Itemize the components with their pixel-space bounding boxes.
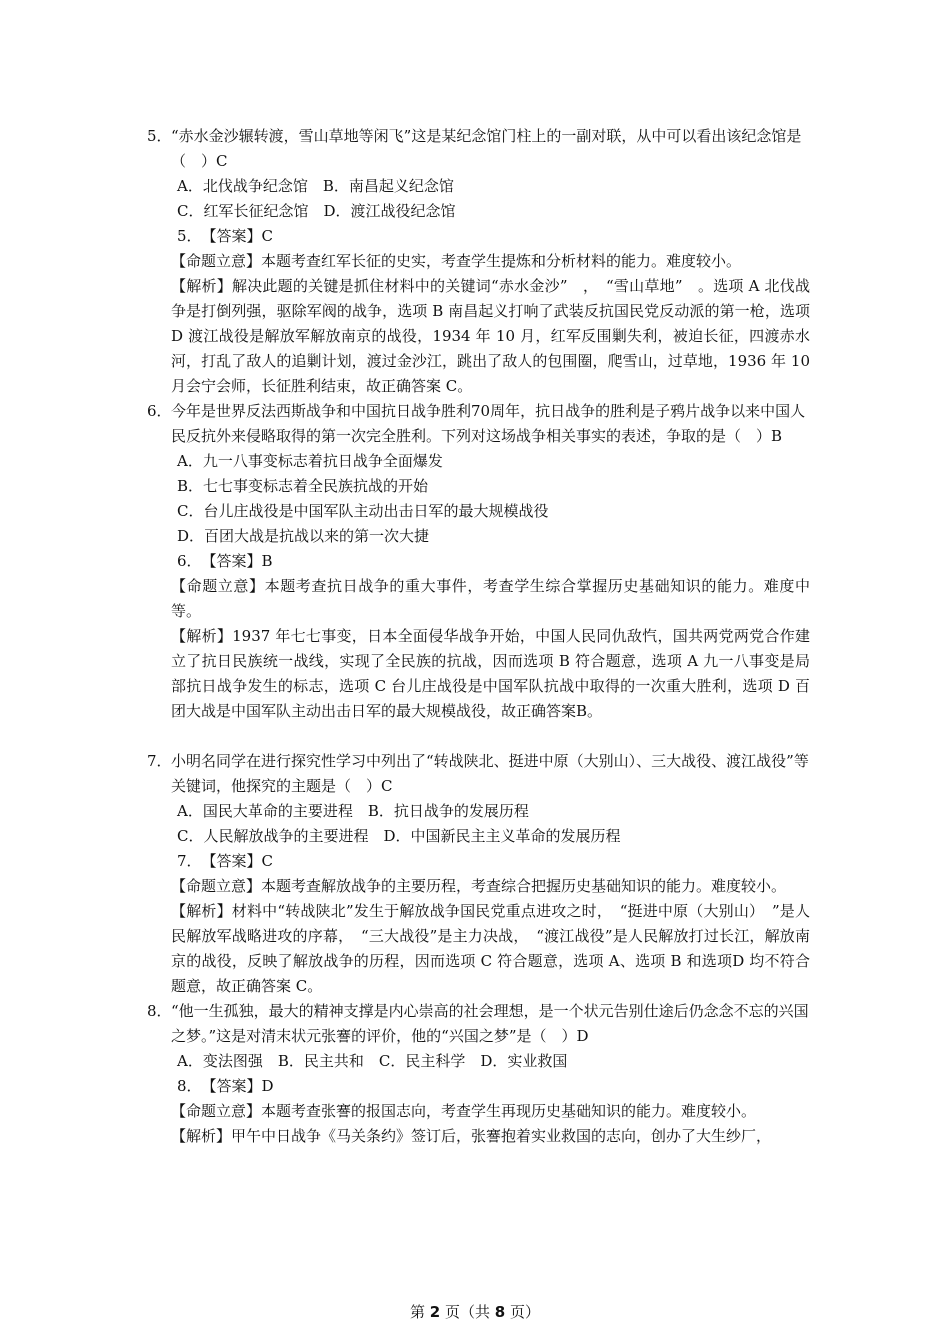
question-8 (147, 999, 810, 1149)
intent-paragraph (147, 1099, 810, 1124)
intent-text: 本题考查抗日战争的重大事件，考查学生综合掌握历史基础知识的能力。难度中等。 (171, 577, 810, 620)
intent-text: 本题考查红军长征的史实，考查学生提炼和分析材料的能力。难度较小。 (261, 252, 742, 270)
analysis-text: 材料中“转战陕北”发生于解放战争国民党重点进攻之时， “挺进中原（大别山） ”是人民解放军战略进攻的序幕， “三大战役”是主力决战， “渡江战役”是人民解放打过长江，解放南京的战役，反映了解放战争的历程，因而选项 C 符合题意，选项 A、选项 B 和选项D 均不符合题意，故正确答案 C。 (171, 902, 810, 995)
question-number: 6． (147, 402, 172, 420)
question-text: 今年是世界反法西斯战争和中国抗日战争胜利70周年，抗日战争的胜利是子鸦片战争以来中国人民反抗外来侵略取得的第一次完全胜利。下列对这场战争相关事实的表述，争取的是（ ）B (171, 402, 806, 445)
question-text: 小明名同学在进行探究性学习中列出了“转战陕北、挺进中原（大别山）、三大战役、渡江战役”等关键词，他探究的主题是（ ）C (171, 752, 809, 795)
question-number: 5． (147, 127, 172, 145)
question-5 (147, 124, 810, 399)
analysis-text: 甲午中日战争《马关条约》签订后，张謇抱着实业救国的志向，创办了大生纱厂， (231, 1127, 772, 1145)
analysis-text: 解决此题的关键是抓住材料中的关键词“赤水金沙” ， “雪山草地” 。选项 A 北伐战争是打倒列强，驱除军阀的战争，选项 B 南昌起义打响了武装反抗国民党反动派的第一枪，选项 D 渡江战役是解放军解放南京的战役，1934 年 10 月，红军反围剿失利，被迫长征，四渡赤水河，打乱了敌人的追剿计划，渡过金沙江，跳出了敌人的包围圈，爬雪山，过草地，1936 年 10 月会宁会师，长征胜利结束，故正确答案 C。 (171, 277, 810, 395)
footer-suffix: 页） (505, 1303, 540, 1321)
answer-line: 8． 【答案】D (177, 1077, 274, 1095)
footer-prefix: 第 (410, 1303, 430, 1321)
option-line: A．北伐战争纪念馆 B．南昌起义纪念馆 (177, 177, 454, 195)
intent-paragraph (147, 249, 810, 274)
question-text: “他一生孤独，最大的精神支撑是内心崇高的社会理想，是一个状元告别仕途后仍念念不忘的兴国之梦。”这是对清末状元张謇的评价，他的“兴国之梦”是（ ）D (171, 1002, 809, 1045)
answer-line: 6． 【答案】B (177, 552, 273, 570)
option-line: A．变法图强 B．民主共和 C．民主科学 D．实业救国 (177, 1052, 568, 1070)
option-a: A．九一八事变标志着抗日战争全面爆发 (177, 452, 443, 470)
analysis-tag: 【解析】 (171, 902, 232, 920)
intent-tag: 【命题立意】 (171, 252, 262, 270)
question-number: 7． (147, 752, 172, 770)
question-stem (147, 749, 810, 799)
footer-page-number: 2 (429, 1303, 441, 1321)
footer-middle: 页（共 (440, 1303, 495, 1321)
answer-line: 7． 【答案】C (177, 852, 274, 870)
analysis-tag: 【解析】 (171, 1127, 232, 1145)
option-c: C．台儿庄战役是中国军队主动出击日军的最大规模战役 (177, 502, 549, 520)
intent-text: 本题考查解放战争的主要历程，考查综合把握历史基础知识的能力。难度较小。 (261, 877, 787, 895)
question-stem (147, 124, 810, 174)
analysis-tag: 【解析】 (171, 277, 232, 295)
analysis-paragraph (147, 1124, 810, 1149)
answer-line: 5． 【答案】C (177, 227, 274, 245)
intent-text: 本题考查张謇的报国志向，考查学生再现历史基础知识的能力。难度较小。 (261, 1102, 757, 1120)
intent-paragraph (147, 874, 810, 899)
option-line: A．国民大革命的主要进程 B．抗日战争的发展历程 (177, 802, 529, 820)
option-d: D．百团大战是抗战以来的第一次大捷 (177, 527, 430, 545)
question-7 (147, 749, 810, 999)
question-stem (147, 999, 810, 1049)
intent-tag: 【命题立意】 (171, 577, 265, 595)
analysis-text: 1937 年七七事变，日本全面侵华战争开始，中国人民同仇敌忾，国共两党两党合作建立了抗日民族统一战线，实现了全民族的抗战，因而选项 B 符合题意，选项 A 九一八事变是局部抗日战争发生的标志，选项 C 台儿庄战役是中国军队抗战中取得的一次重大胜利，选项 D 百团大战是中国军队主动出击日军的最大规模战役，故正确答案B。 (171, 627, 810, 720)
blank-line (147, 724, 810, 749)
question-6 (147, 399, 810, 724)
analysis-paragraph (147, 274, 810, 399)
document-body (147, 124, 810, 1149)
analysis-tag: 【解析】 (171, 627, 233, 645)
option-line: C．人民解放战争的主要进程 D．中国新民主主义革命的发展历程 (177, 827, 621, 845)
intent-tag: 【命题立意】 (171, 877, 262, 895)
question-text: “赤水金沙辗转渡，雪山草地等闲飞”这是某纪念馆门柱上的一副对联，从中可以看出该纪念馆是（ ）C (171, 127, 802, 170)
option-b: B．七七事变标志着全民族抗战的开始 (177, 477, 429, 495)
analysis-paragraph (147, 899, 810, 999)
question-number: 8． (147, 1002, 172, 1020)
analysis-paragraph (147, 624, 810, 724)
intent-paragraph (147, 574, 810, 624)
intent-tag: 【命题立意】 (171, 1102, 262, 1120)
footer-total-pages: 8 (494, 1303, 506, 1321)
option-line: C．红军长征纪念馆 D．渡江战役纪念馆 (177, 202, 456, 220)
question-stem (147, 399, 810, 449)
page-footer (0, 1302, 950, 1322)
